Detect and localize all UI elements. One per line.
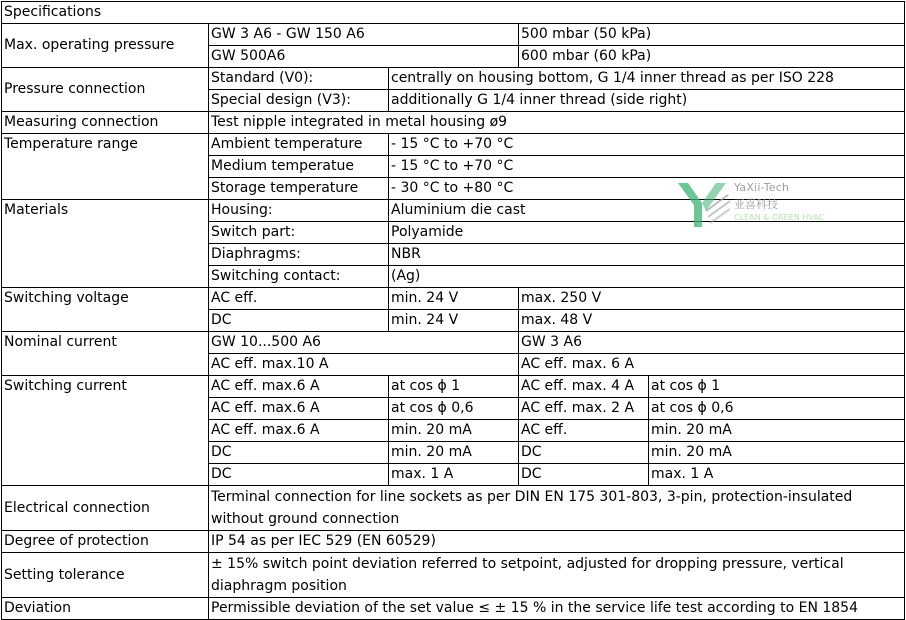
table-cell: Housing: xyxy=(209,200,389,222)
table-row xyxy=(2,598,905,620)
logo-slogan: CLEAN & GREEN HVAC xyxy=(734,213,825,222)
table-cell: min. 24 V xyxy=(389,288,519,310)
table-row xyxy=(2,332,905,354)
table-cell: AC eff. xyxy=(209,288,389,310)
table-cell: - 30 °C to +80 °C xyxy=(389,178,905,200)
table-cell: NBR xyxy=(389,244,905,266)
table-cell: min. 20 mA xyxy=(649,442,905,464)
table-row xyxy=(2,24,905,46)
table-row xyxy=(2,288,905,310)
table-cell: DC xyxy=(519,464,649,486)
row-label-degree-of-protection: Degree of protection xyxy=(2,531,209,553)
table-cell: Terminal connection for line sockets as per DIN EN 175 301-803, 3-pin, protection-insulated without ground connection xyxy=(209,486,905,531)
row-label-measuring-connection: Measuring connection xyxy=(2,112,209,134)
table-cell: max. 48 V xyxy=(519,310,905,332)
table-cell: max. 1 A xyxy=(649,464,905,486)
row-label-setting-tolerance: Setting tolerance xyxy=(2,553,209,598)
logo-brand: YaXii-Tech xyxy=(734,181,790,194)
table-cell: at cos ϕ 1 xyxy=(389,376,519,398)
row-label-pressure-connection: Pressure connection xyxy=(2,68,209,112)
table-cell: Polyamide xyxy=(389,222,905,244)
table-cell: GW 3 A6 xyxy=(519,332,905,354)
table-cell: AC eff. max. 2 A xyxy=(519,398,649,420)
logo-chinese: 亚喜科技 xyxy=(734,198,778,211)
table-cell: Special design (V3): xyxy=(209,90,389,112)
table-cell: DC xyxy=(209,464,389,486)
row-label-deviation: Deviation xyxy=(2,598,209,620)
table-row xyxy=(2,486,905,531)
table-cell: Ambient temperature xyxy=(209,134,389,156)
table-cell: AC eff. max.6 A xyxy=(209,398,389,420)
table-row xyxy=(2,134,905,156)
table-cell: max. 1 A xyxy=(389,464,519,486)
table-cell: GW 3 A6 - GW 150 A6 xyxy=(209,24,519,46)
table-cell: AC eff. max.6 A xyxy=(209,420,389,442)
table-cell: AC eff. xyxy=(519,420,649,442)
table-cell: Medium temperatue xyxy=(209,156,389,178)
table-cell: min. 24 V xyxy=(389,310,519,332)
table-cell: centrally on housing bottom, G 1/4 inner thread as per ISO 228 xyxy=(389,68,905,90)
table-row xyxy=(2,553,905,598)
yaxii-logo xyxy=(676,181,826,229)
table-cell: Standard (V0): xyxy=(209,68,389,90)
table-cell: Storage temperature xyxy=(209,178,389,200)
table-cell: AC eff. max. 4 A xyxy=(519,376,649,398)
table-cell: Diaphragms: xyxy=(209,244,389,266)
table-row xyxy=(2,376,905,398)
table-cell: ± 15% switch point deviation referred to setpoint, adjusted for dropping pressure, vertical diaphragm position xyxy=(209,553,905,598)
table-cell: at cos ϕ 0,6 xyxy=(649,398,905,420)
table-cell: Switching contact: xyxy=(209,266,389,288)
specifications-header: Specifications xyxy=(2,2,905,24)
table-row xyxy=(2,2,905,24)
table-cell: AC eff. max.6 A xyxy=(209,376,389,398)
table-cell: 600 mbar (60 kPa) xyxy=(519,46,905,68)
table-cell: - 15 °C to +70 °C xyxy=(389,156,905,178)
table-cell: max. 250 V xyxy=(519,288,905,310)
table-row xyxy=(2,68,905,90)
table-cell: Aluminium die cast xyxy=(389,200,905,222)
table-cell: GW 500A6 xyxy=(209,46,519,68)
row-label-materials: Materials xyxy=(2,200,209,288)
table-cell: AC eff. max. 6 A xyxy=(519,354,905,376)
table-cell: at cos ϕ 0,6 xyxy=(389,398,519,420)
table-cell: DC xyxy=(519,442,649,464)
table-cell: 500 mbar (50 kPa) xyxy=(519,24,905,46)
table-cell: IP 54 as per IEC 529 (EN 60529) xyxy=(209,531,905,553)
table-cell: Test nipple integrated in metal housing ø9 xyxy=(209,112,905,134)
table-cell: min. 20 mA xyxy=(649,420,905,442)
table-cell: - 15 °C to +70 °C xyxy=(389,134,905,156)
table-cell: min. 20 mA xyxy=(389,442,519,464)
row-label-switching-current: Switching current xyxy=(2,376,209,486)
table-cell: min. 20 mA xyxy=(389,420,519,442)
table-cell: at cos ϕ 1 xyxy=(649,376,905,398)
table-cell: GW 10...500 A6 xyxy=(209,332,519,354)
table-cell: Permissible deviation of the set value ≤ ± 15 % in the service life test according to EN 1854 xyxy=(209,598,905,620)
row-label-temperature-range: Temperature range xyxy=(2,134,209,200)
table-cell: DC xyxy=(209,442,389,464)
table-cell: AC eff. max.10 A xyxy=(209,354,519,376)
row-label-nominal-current: Nominal current xyxy=(2,332,209,376)
table-cell: (Ag) xyxy=(389,266,905,288)
table-cell: DC xyxy=(209,310,389,332)
row-label-max-operating-pressure: Max. operating pressure xyxy=(2,24,209,68)
row-label-switching-voltage: Switching voltage xyxy=(2,288,209,332)
table-cell: additionally G 1/4 inner thread (side right) xyxy=(389,90,905,112)
yaxii-logo-icon xyxy=(676,181,732,229)
specifications-table xyxy=(1,1,905,620)
table-row xyxy=(2,531,905,553)
row-label-electrical-connection: Electrical connection xyxy=(2,486,209,531)
table-cell: Switch part: xyxy=(209,222,389,244)
table-row xyxy=(2,112,905,134)
